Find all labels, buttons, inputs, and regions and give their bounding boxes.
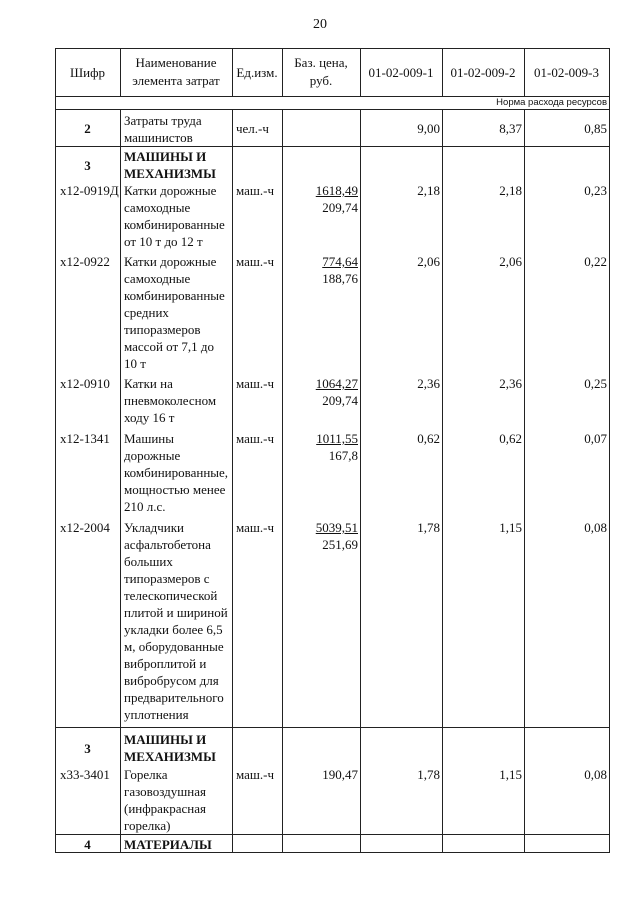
- machines2-item-v2: 1,15: [499, 767, 522, 782]
- machine-item-name-line: от 10 т до 12 т: [124, 234, 203, 249]
- machine-item-name-line: вибробрусом для: [124, 673, 219, 688]
- labor-v1: 9,00: [417, 121, 440, 136]
- machines2-title-line1: МАШИНЫ И: [124, 732, 207, 747]
- table-border-top: [55, 48, 610, 49]
- machine-item-name-line: асфальтобетона: [124, 537, 211, 552]
- machine-item-name-line: телескопической: [124, 588, 218, 603]
- machines-code: 3: [84, 158, 91, 173]
- machine-item-name-line: 210 л.с.: [124, 499, 166, 514]
- section-rule: [55, 727, 610, 728]
- materials-code: 4: [84, 837, 91, 852]
- machine-item-name-line: больших: [124, 554, 173, 569]
- machine-item-v3: 0,08: [584, 520, 607, 535]
- labor-unit: чел.-ч: [236, 121, 269, 136]
- header-code: Шифр: [70, 65, 105, 80]
- column-divider: [282, 109, 283, 852]
- machine-item-v1: 1,78: [417, 520, 440, 535]
- header-price-line1: Баз. цена,: [294, 55, 348, 70]
- machine-item-v2: 0,62: [499, 431, 522, 446]
- machine-item-v1: 2,06: [417, 254, 440, 269]
- machine-item-unit: маш.-ч: [236, 431, 275, 446]
- machine-item-v2: 2,06: [499, 254, 522, 269]
- column-divider: [442, 109, 443, 852]
- machines2-item-v3: 0,08: [584, 767, 607, 782]
- labor-rule: [55, 146, 610, 147]
- machine-item-v2: 1,15: [499, 520, 522, 535]
- machine-item-name-line: дорожные: [124, 448, 181, 463]
- machine-item-price-secondary: 188,76: [322, 271, 358, 286]
- machine-item-name-line: комбинированные,: [124, 465, 229, 480]
- machine-item-name-line: Катки на: [124, 376, 173, 391]
- machine-item-name-line: ходу 16 т: [124, 410, 175, 425]
- machine-item-v2: 2,36: [499, 376, 522, 391]
- machine-item-name-line: типоразмеров с: [124, 571, 210, 586]
- machine-item-name-line: Машины: [124, 431, 174, 446]
- machine-item-v1: 2,18: [417, 183, 440, 198]
- machine-item-name-line: типоразмеров: [124, 322, 201, 337]
- machine-item-v1: 0,62: [417, 431, 440, 446]
- machine-item-name-line: укладки более 6,5: [124, 622, 223, 637]
- table-border-right: [609, 48, 610, 852]
- section-rule: [55, 834, 610, 835]
- header-unit: Ед.изм.: [236, 65, 278, 80]
- column-divider: [120, 109, 121, 852]
- labor-v2: 8,37: [499, 121, 522, 136]
- machine-item-v3: 0,25: [584, 376, 607, 391]
- machine-item-unit: маш.-ч: [236, 254, 275, 269]
- materials-title: МАТЕРИАЛЫ: [124, 837, 212, 852]
- machine-item-v3: 0,23: [584, 183, 607, 198]
- machine-item-name-line: Катки дорожные: [124, 183, 217, 198]
- machines2-item-line: (инфракрасная: [124, 801, 206, 816]
- machines-title-line1: МАШИНЫ И: [124, 149, 207, 164]
- machine-item-name-line: плитой и шириной: [124, 605, 228, 620]
- machine-item-name-line: самоходные: [124, 271, 191, 286]
- machine-item-price: 1618,49: [315, 183, 358, 198]
- machine-item-name-line: уплотнения: [124, 707, 189, 722]
- machine-item-name-line: предварительного: [124, 690, 224, 705]
- machine-item-name-line: Укладчики: [124, 520, 185, 535]
- machines2-title-line2: МЕХАНИЗМЫ: [124, 749, 216, 764]
- column-divider: [360, 109, 361, 852]
- machine-item-price-secondary: 167,8: [328, 448, 358, 463]
- machine-item-name-line: виброплитой и: [124, 656, 207, 671]
- machine-item-name-line: пневмоколесном: [124, 393, 217, 408]
- machine-item-name-line: комбинированные: [124, 288, 225, 303]
- machine-item-v1: 2,36: [417, 376, 440, 391]
- norma-label: Норма расхода ресурсов: [496, 97, 607, 108]
- labor-code: 2: [84, 121, 91, 136]
- header-col2: 01-02-009-2: [450, 65, 516, 80]
- machine-item-code: х12-0910: [60, 376, 110, 391]
- labor-v3: 0,85: [584, 121, 607, 136]
- machine-item-price: 5039,51: [315, 520, 358, 535]
- machine-item-name-line: 10 т: [124, 356, 146, 371]
- machines2-item-line: горелка): [124, 818, 171, 833]
- column-divider: [232, 109, 233, 852]
- machines2-item-code: х33-3401: [60, 767, 110, 782]
- header-col3: 01-02-009-3: [534, 65, 599, 80]
- machine-item-code: х12-2004: [60, 520, 110, 535]
- machines2-item-line: газовоздушная: [124, 784, 206, 799]
- machines2-item-line: Горелка: [124, 767, 168, 782]
- machine-item-price: 1011,55: [316, 431, 358, 446]
- machine-item-name-line: мощностью менее: [124, 482, 226, 497]
- header-name-line1: Наименование: [135, 55, 217, 70]
- machine-item-price: 774,64: [322, 254, 358, 269]
- machine-item-name-line: комбинированные: [124, 217, 225, 232]
- machine-item-price-secondary: 251,69: [322, 537, 358, 552]
- machines2-item-price: 190,47: [322, 767, 358, 782]
- norma-rule: [55, 109, 610, 110]
- machine-item-name-line: средних: [124, 305, 169, 320]
- machine-item-price-secondary: 209,74: [322, 200, 358, 215]
- machine-item-v3: 0,07: [584, 431, 607, 446]
- machine-item-v2: 2,18: [499, 183, 522, 198]
- machine-item-unit: маш.-ч: [236, 520, 275, 535]
- header-price-line2: руб.: [309, 73, 333, 88]
- machine-item-price: 1064,27: [315, 376, 358, 391]
- page-number: 20: [313, 17, 327, 32]
- header-col1: 01-02-009-1: [368, 65, 434, 80]
- column-divider: [524, 109, 525, 852]
- machine-item-code: х12-0919Д: [60, 183, 119, 198]
- machines2-item-unit: маш.-ч: [236, 767, 275, 782]
- machine-item-name-line: Катки дорожные: [124, 254, 217, 269]
- machine-item-name-line: массой от 7,1 до: [124, 339, 215, 354]
- labor-name-line1: Затраты труда: [124, 113, 202, 128]
- machines2-code: 3: [84, 741, 91, 756]
- machine-item-code: х12-1341: [60, 431, 110, 446]
- machines2-item-v1: 1,78: [417, 767, 440, 782]
- labor-name-line2: машинистов: [124, 130, 193, 145]
- machine-item-name-line: м, оборудованные: [124, 639, 224, 654]
- machine-item-code: х12-0922: [60, 254, 110, 269]
- machine-item-price-secondary: 209,74: [322, 393, 358, 408]
- machine-item-name-line: самоходные: [124, 200, 191, 215]
- machine-item-unit: маш.-ч: [236, 376, 275, 391]
- machine-item-v3: 0,22: [584, 254, 607, 269]
- machines-title-line2: МЕХАНИЗМЫ: [124, 166, 216, 181]
- machine-item-unit: маш.-ч: [236, 183, 275, 198]
- header-name-line2: элемента затрат: [132, 73, 220, 88]
